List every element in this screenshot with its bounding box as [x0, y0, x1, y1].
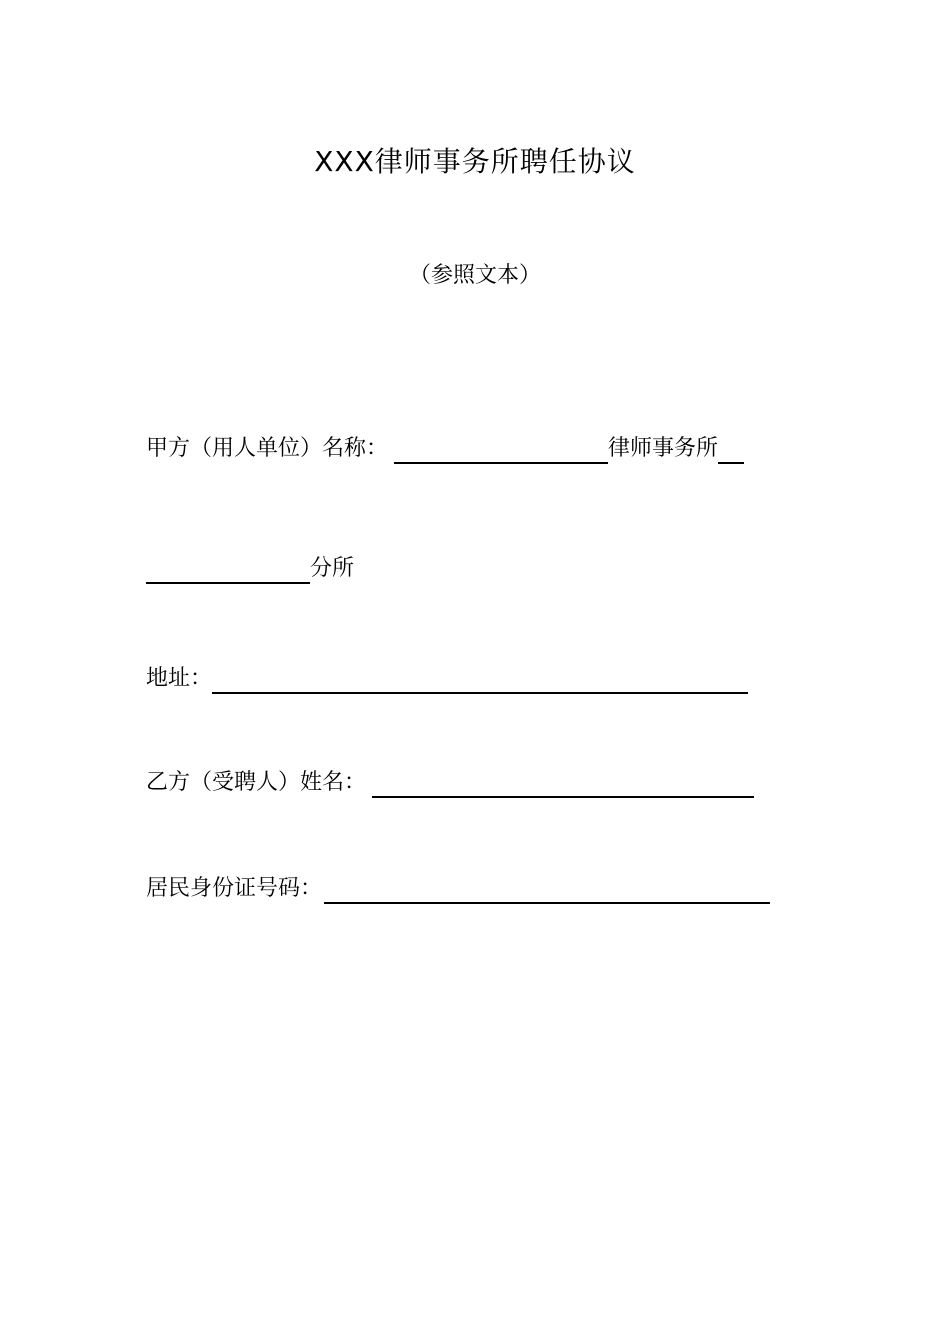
- party-a-branch-suffix: 分所: [310, 556, 355, 581]
- party-b-name-field[interactable]: [372, 772, 754, 798]
- address-label: 地址：: [146, 666, 213, 691]
- party-a-branch-row: [146, 550, 354, 584]
- party-a-firm-suffix: 律师事务所: [608, 436, 719, 461]
- address-field[interactable]: [212, 668, 748, 694]
- party-b-name-label: 乙方（受聘人）姓名：: [146, 770, 367, 795]
- party-a-name-label: 甲方（用人单位）名称：: [146, 436, 389, 461]
- id-number-row: [146, 870, 770, 904]
- party-a-branch-field[interactable]: [146, 558, 310, 584]
- party-a-name-field[interactable]: [394, 438, 608, 464]
- id-number-field[interactable]: [324, 878, 770, 904]
- document-title: XXX律师事务所聘任协议: [314, 145, 636, 178]
- document-subtitle: （参照文本）: [408, 263, 541, 288]
- address-row: [146, 660, 748, 694]
- party-b-name-row: [146, 764, 754, 798]
- party-a-branch-field-start[interactable]: [718, 438, 744, 464]
- id-number-label: 居民身份证号码：: [146, 876, 323, 901]
- party-a-name-row: [146, 430, 744, 464]
